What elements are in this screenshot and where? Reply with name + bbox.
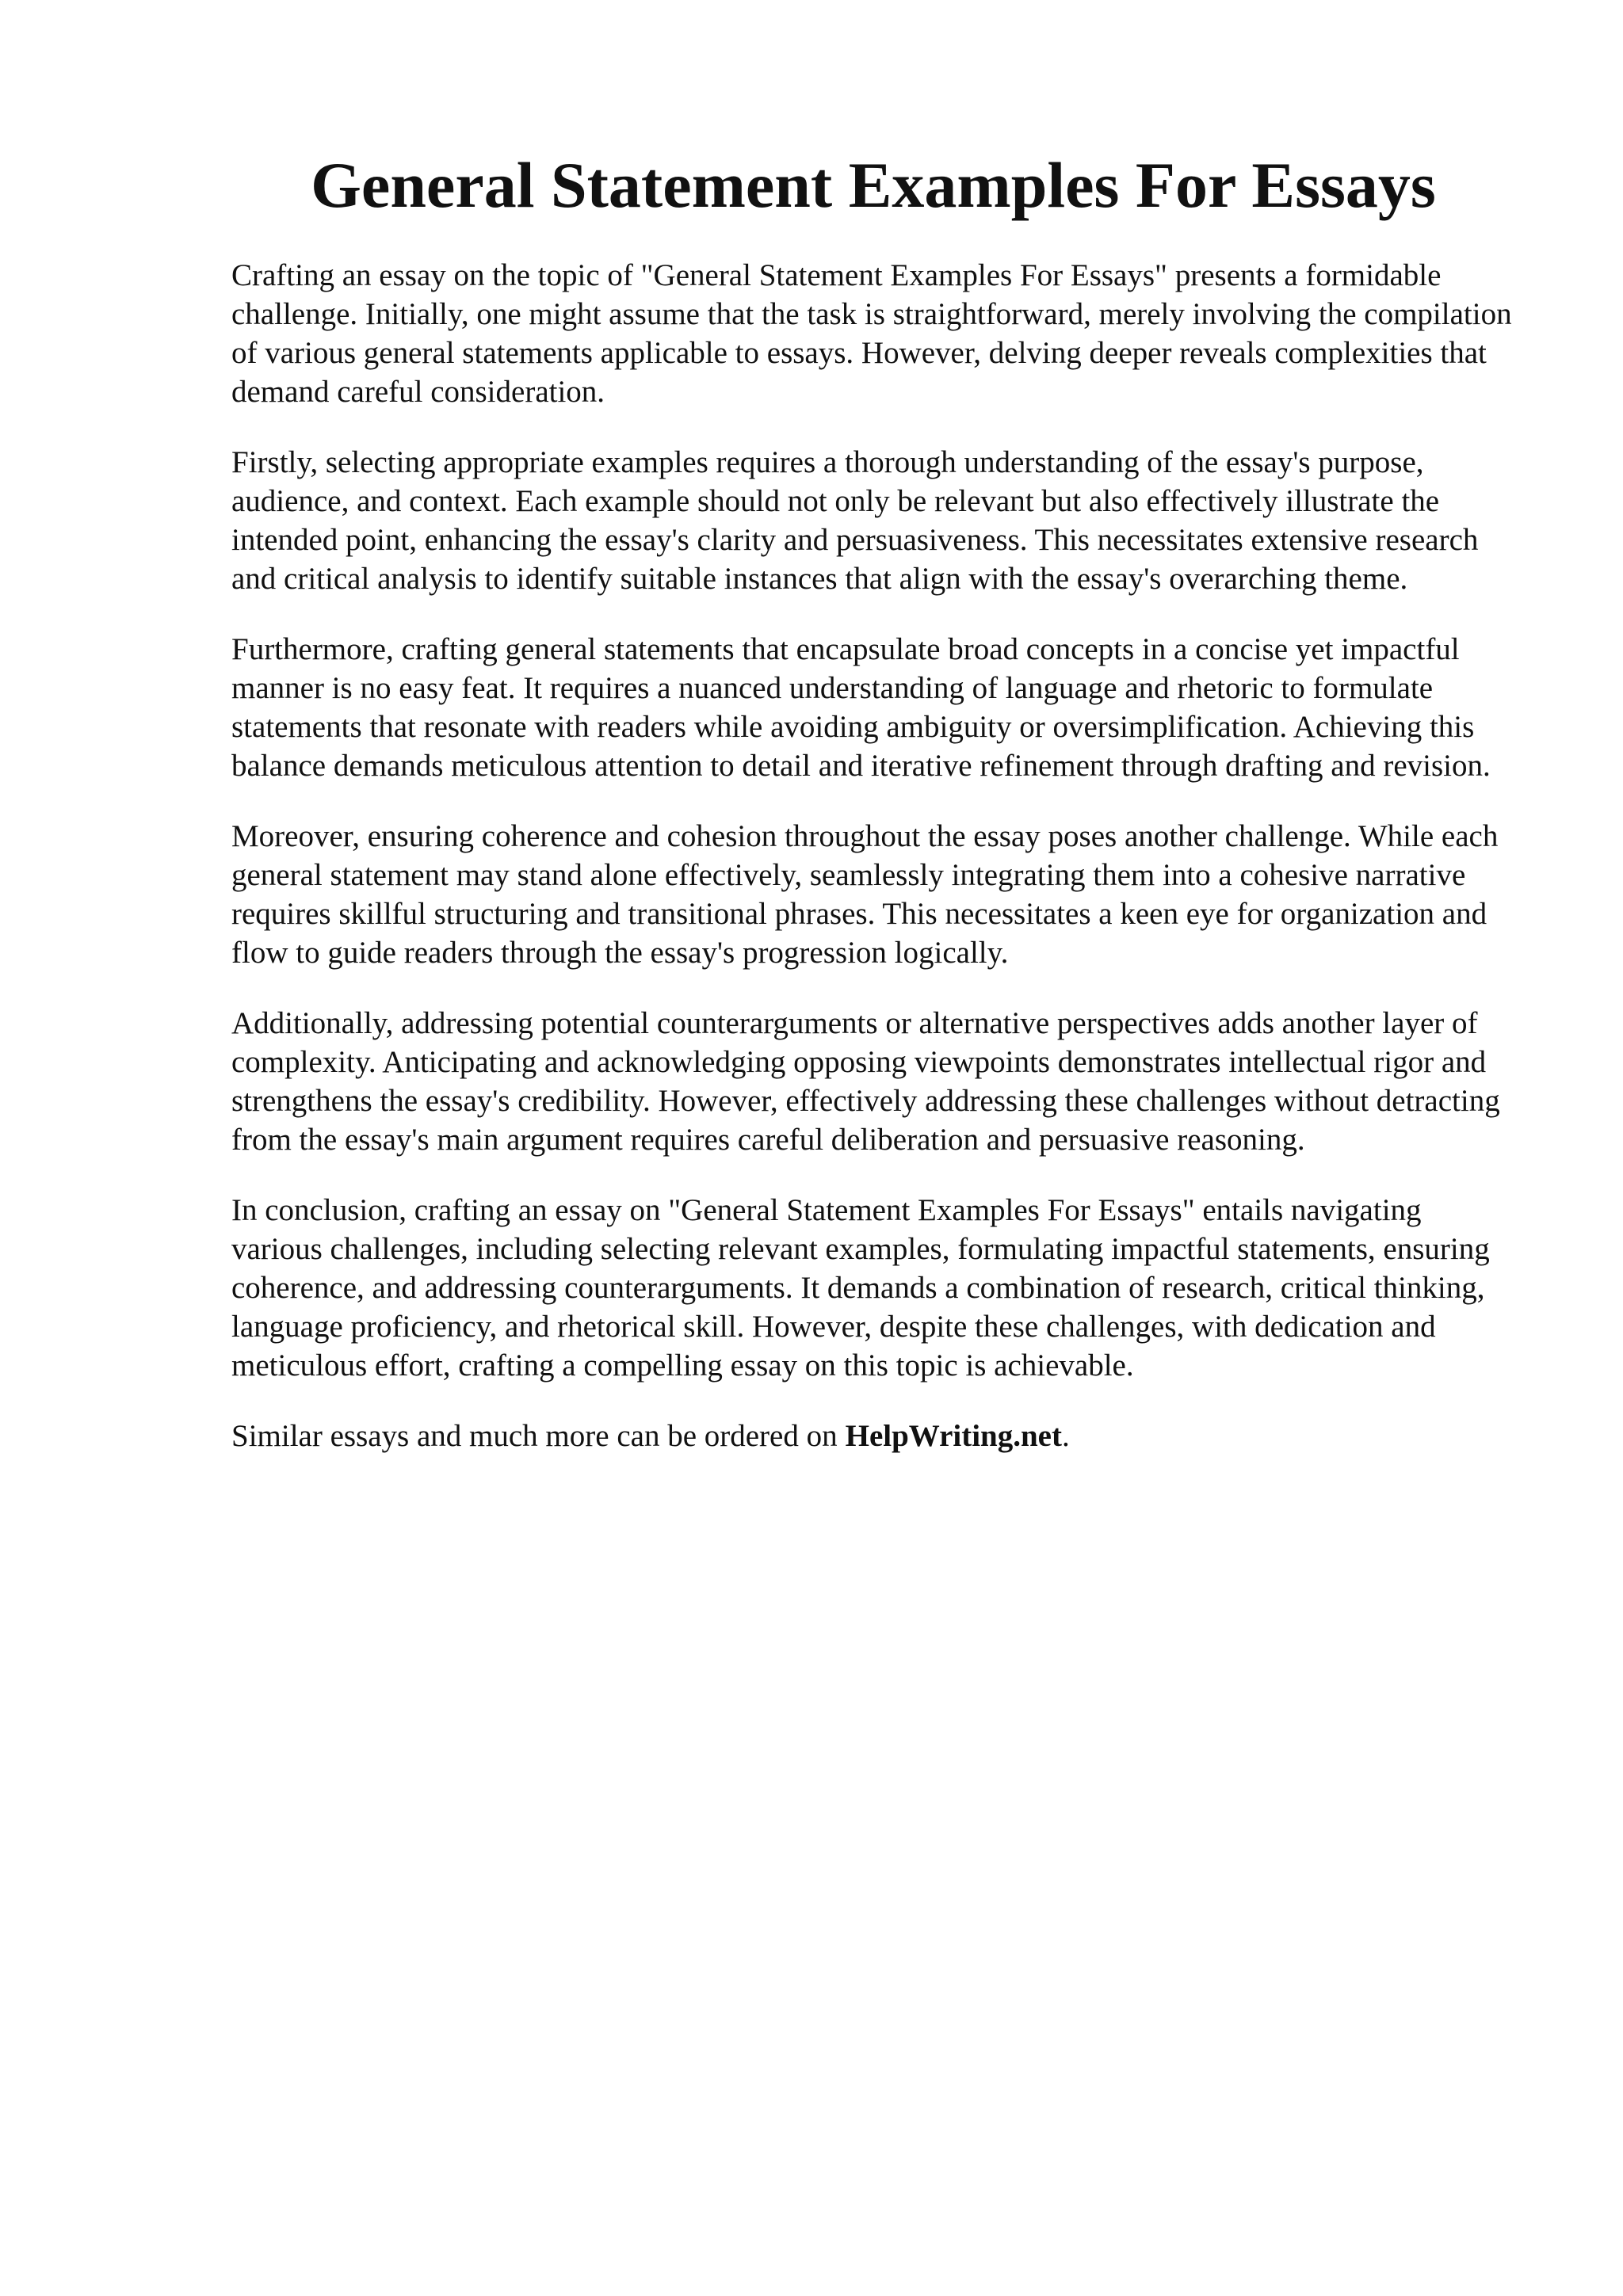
paragraph-counterarguments: Additionally, addressing potential counterarguments or alternative perspectives adds another layer of complexity. Anticipating and acknowledging opposing viewpoints demonstrates intellectual rigor and strengthens the essay's credibility. However, effectively addressing these challenges without detracting from the essay's main argument requires careful deliberation and persuasive reasoning. — [231, 1005, 1500, 1157]
paragraph-introduction: Crafting an essay on the topic of "General Statement Examples For Essays" presents a formidable challenge. Initially, one might assume that the task is straightforward, merely involving the compilation of various general statements applicable to essays. However, delving deeper reveals complexities that demand careful consideration. — [231, 257, 1512, 409]
order-footer-period: . — [1061, 1418, 1070, 1453]
paragraph-selecting-examples: Firstly, selecting appropriate examples requires a thorough understanding of the essay's purpose, audience, and context. Each example should not only be relevant but also effectively illustrate the intended point, enhancing the essay's clarity and persuasiveness. This necessitates extensive research and critical analysis to identify suitable instances that align with the essay's overarching theme. — [231, 444, 1479, 596]
paragraph-crafting-statements: Furthermore, crafting general statements that encapsulate broad concepts in a concise yet impactful manner is no easy feat. It requires a nuanced understanding of language and rhetoric to formulate statements that resonate with readers while avoiding ambiguity or oversimplification. Achieving this balance demands meticulous attention to detail and iterative refinement through drafting and revision. — [231, 631, 1491, 783]
helpwriting-site-link[interactable]: HelpWriting.net — [845, 1418, 1062, 1453]
document-title: General Statement Examples For Essays — [311, 149, 1436, 221]
document-content — [231, 151, 1515, 1486]
order-footer — [231, 1417, 1515, 1455]
order-footer-text: Similar essays and much more can be ordered on — [231, 1418, 838, 1453]
paragraph-conclusion: In conclusion, crafting an essay on "General Statement Examples For Essays" entails navigating various challenges, including selecting relevant examples, formulating impactful statements, ensuring coherence, and addressing counterarguments. It demands a combination of research, critical thinking, language proficiency, and rhetorical skill. However, despite these challenges, with dedication and meticulous effort, crafting a compelling essay on this topic is achievable. — [231, 1192, 1490, 1383]
paragraph-coherence: Moreover, ensuring coherence and cohesion throughout the essay poses another challenge. While each general statement may stand alone effectively, seamlessly integrating them into a cohesive narrative requires skillful structuring and transitional phrases. This necessitates a keen eye for organization and flow to guide readers through the essay's progression logically. — [231, 818, 1499, 970]
